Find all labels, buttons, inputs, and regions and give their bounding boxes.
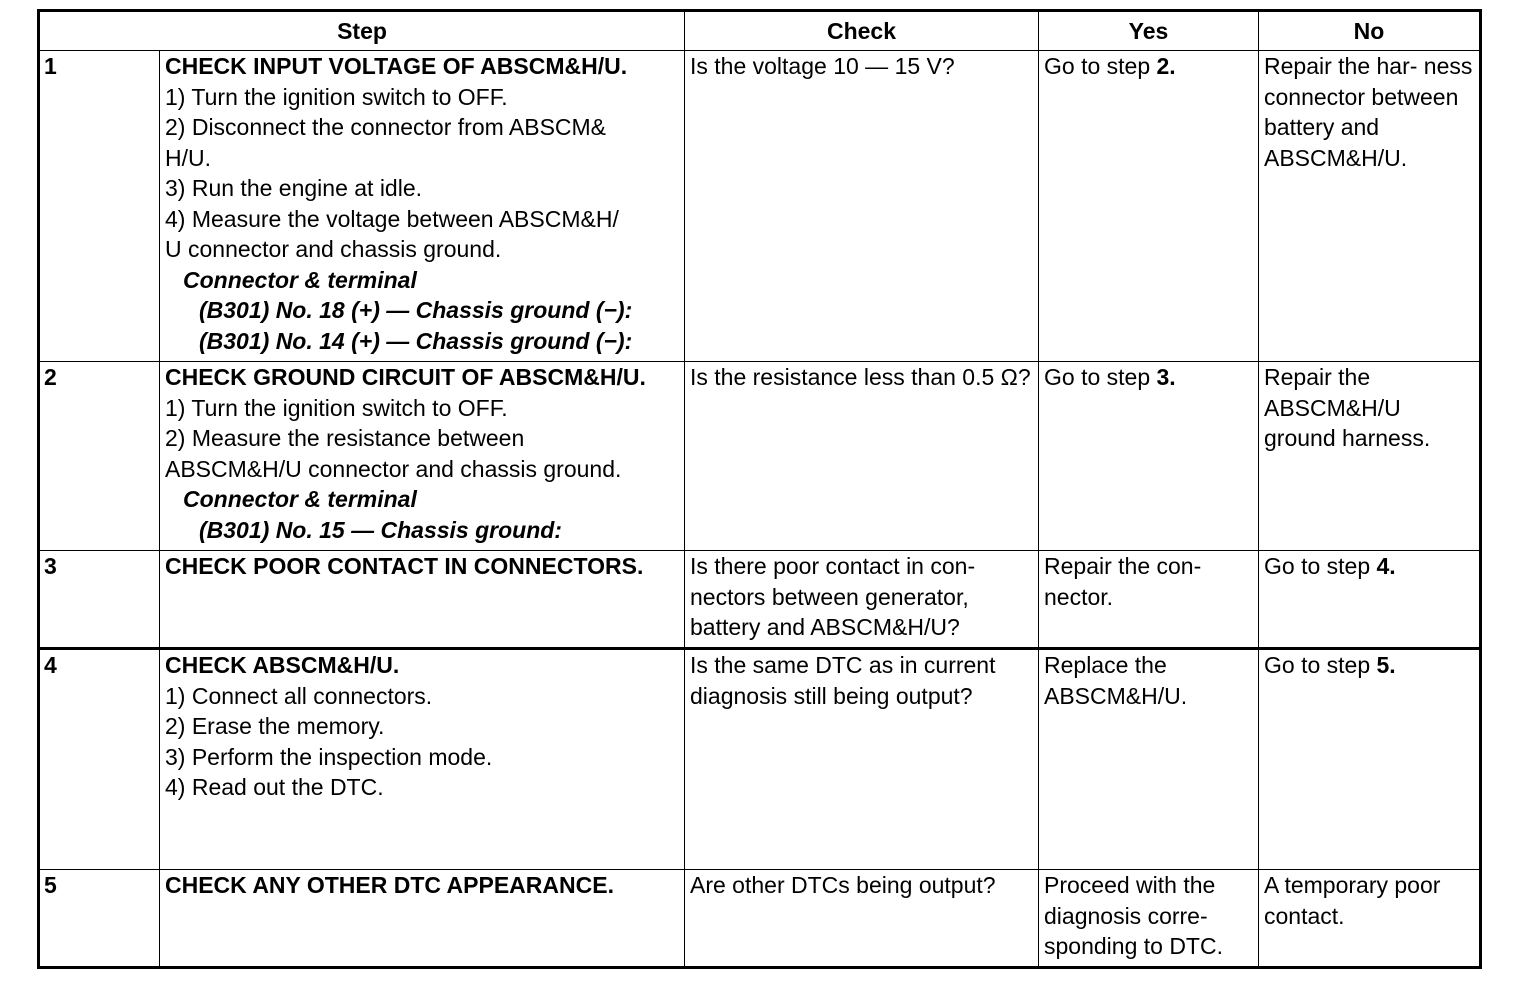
check-cell: Is the same DTC as in current diagnosis still being output? [685, 649, 1039, 870]
yes-cell [1039, 870, 1259, 968]
yes-cell [1039, 51, 1259, 362]
step-line: 3) Run the engine at idle. [165, 175, 423, 201]
no-text: Go to step [1264, 652, 1377, 678]
step-line: 4) Measure the voltage between ABSCM&H/ [165, 205, 619, 232]
yes-text: Replace the ABSCM&H/U. [1044, 652, 1188, 709]
step-line: 1) Connect all connectors. [165, 682, 433, 709]
step-title: CHECK INPUT VOLTAGE OF ABSCM&H/U. [165, 53, 628, 79]
header-yes: Yes [1039, 11, 1259, 51]
step-cell [160, 870, 685, 968]
no-cell [1259, 51, 1481, 362]
step-line: 1) Turn the ignition switch to OFF. [165, 394, 508, 421]
table-row [39, 362, 1481, 551]
check-cell: Is the resistance less than 0.5 Ω? [685, 362, 1039, 551]
yes-step: 2. [1156, 53, 1176, 79]
no-text: Go to step [1264, 553, 1377, 579]
header-step: Step [39, 11, 685, 51]
yes-text: Go to step [1044, 53, 1157, 79]
terminal-line: (B301) No. 18 (+) — Chassis ground (−): [199, 297, 633, 323]
step-number: 4 [39, 649, 160, 870]
step-line: ABSCM&H/U connector and chassis ground. [165, 455, 622, 482]
step-line: H/U. [165, 144, 211, 171]
step-line: 2) Erase the memory. [165, 713, 385, 739]
no-step: 4. [1376, 553, 1396, 579]
step-line: 2) Disconnect the connector from ABSCM& [165, 114, 607, 140]
yes-cell [1039, 551, 1259, 649]
diagnosis-table [37, 9, 1482, 969]
table-row [39, 649, 1481, 870]
no-cell [1259, 649, 1481, 870]
terminal-line: (B301) No. 15 — Chassis ground: [199, 516, 562, 543]
yes-cell [1039, 649, 1259, 870]
step-line: 1) Turn the ignition switch to OFF. [165, 83, 508, 110]
yes-step: 3. [1156, 364, 1176, 390]
no-text: Repair the ABSCM&H/U ground harness. [1264, 364, 1431, 451]
step-number: 1 [39, 51, 160, 362]
yes-text: Proceed with the diagnosis corre- sponding to DTC. [1044, 872, 1223, 959]
table-row [39, 551, 1481, 649]
connector-label: Connector & terminal [183, 266, 417, 293]
step-line: 4) Read out the DTC. [165, 774, 384, 800]
connector-label: Connector & terminal [183, 486, 417, 512]
step-line: 2) Measure the resistance between [165, 425, 525, 451]
step-title: CHECK POOR CONTACT IN CONNECTORS. [165, 553, 644, 579]
terminal-line: (B301) No. 14 (+) — Chassis ground (−): [199, 327, 633, 354]
check-cell: Is the voltage 10 — 15 V? [685, 51, 1039, 362]
check-cell: Is there poor contact in con- nectors between generator, battery and ABSCM&H/U? [685, 551, 1039, 649]
step-number: 2 [39, 362, 160, 551]
step-cell [160, 51, 685, 362]
step-cell [160, 649, 685, 870]
table-row [39, 51, 1481, 362]
yes-text: Repair the con- nector. [1044, 553, 1202, 610]
no-text: A temporary poor contact. [1264, 872, 1441, 929]
step-number: 5 [39, 870, 160, 968]
check-cell: Are other DTCs being output? [685, 870, 1039, 968]
step-line: 3) Perform the inspection mode. [165, 743, 493, 770]
header-no: No [1259, 11, 1481, 51]
no-cell [1259, 870, 1481, 968]
no-cell [1259, 551, 1481, 649]
step-line: U connector and chassis ground. [165, 236, 502, 262]
header-row [39, 11, 1481, 51]
yes-cell [1039, 362, 1259, 551]
yes-text: Go to step [1044, 364, 1157, 390]
no-text: Repair the har- ness connector between battery and ABSCM&H/U. [1264, 53, 1473, 171]
step-title: CHECK GROUND CIRCUIT OF ABSCM&H/U. [165, 364, 646, 390]
no-cell [1259, 362, 1481, 551]
step-cell [160, 362, 685, 551]
step-cell [160, 551, 685, 649]
header-check: Check [685, 11, 1039, 51]
step-title: CHECK ANY OTHER DTC APPEARANCE. [165, 872, 614, 898]
step-number: 3 [39, 551, 160, 649]
table-row [39, 870, 1481, 968]
no-step: 5. [1376, 652, 1396, 678]
step-title: CHECK ABSCM&H/U. [165, 652, 400, 678]
